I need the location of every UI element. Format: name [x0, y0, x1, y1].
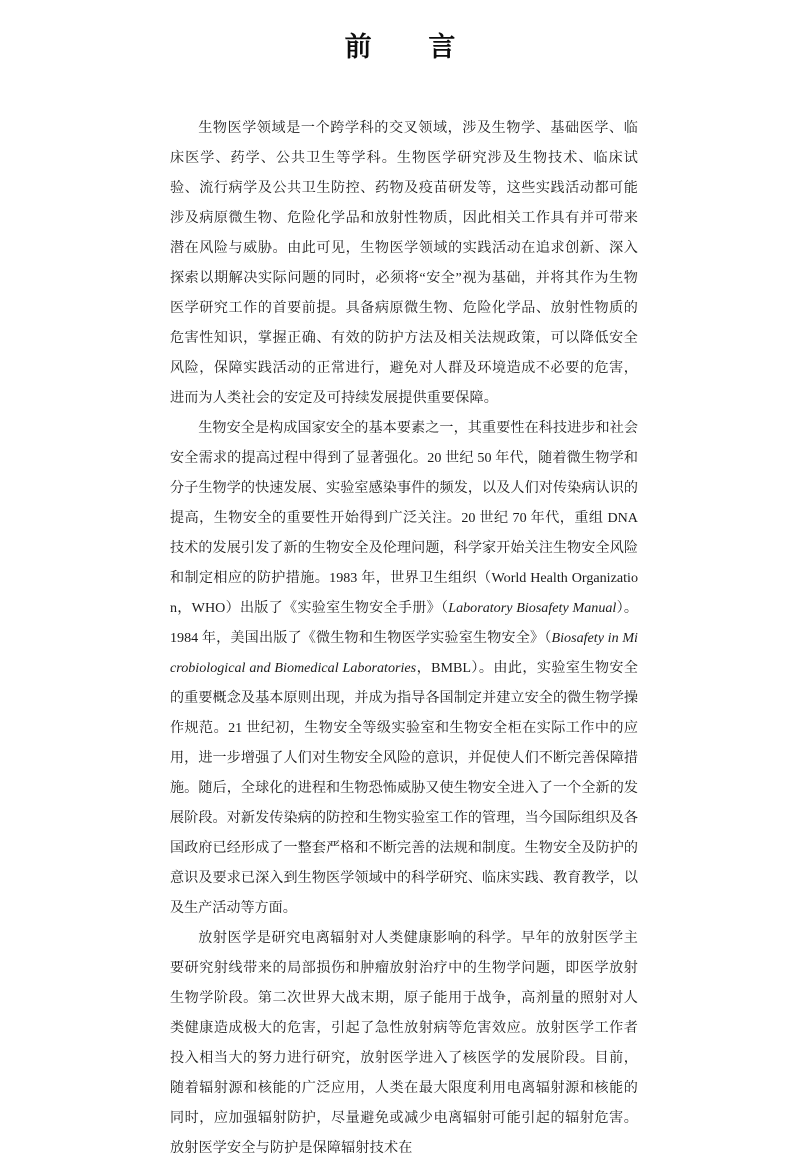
paragraph-2: [170, 413, 638, 923]
paragraph-3: 放射医学是研究电离辐射对人类健康影响的科学。早年的放射医学主要研究射线带来的局部损伤和肿瘤放射治疗中的生物学问题，即医学放射生物学阶段。第二次世界大战末期，原子能用于战争，高剂量的照射对人类健康造成极大的危害，引起了急性放射病等危害效应。放射医学工作者投入相当大的努力进行研究，放射医学进入了核医学的发展阶段。目前，随着辐射源和核能的广泛应用，人类在最大限度利用电离辐射源和核能的同时，应加强辐射防护，尽量避免或减少电离辐射可能引起的辐射危害。放射医学安全与防护是保障辐射技术在: [170, 930, 638, 1156]
paragraph-2-segment-normal-2: ）。1984 年，美国出版了《微生物和生物医学实验室生物安全》（: [170, 600, 638, 646]
paragraph-2-segment-italic-1: Laboratory Biosafety Manual: [448, 600, 617, 616]
body-text-block: [170, 113, 638, 1163]
paragraph-1: 生物医学领域是一个跨学科的交叉领域，涉及生物学、基础医学、临床医学、药学、公共卫生等学科。生物医学研究涉及生物技术、临床试验、流行病学及公共卫生防控、药物及疫苗研发等，这些实践活动都可能涉及病原微生物、危险化学品和放射性物质，因此相关工作具有并可带来潜在风险与威胁。由此可见，生物医学领域的实践活动在追求创新、深入探索以期解决实际问题的同时，必须将“安全”视为基础，并将其作为生物医学研究工作的首要前提。具备病原微生物、危险化学品、放射性物质的危害性知识，掌握正确、有效的防护方法及相关法规政策，可以降低安全风险，保障实践活动的正常进行，避免对人群及环境造成不必要的危害，进而为人类社会的安定及可持续发展提供重要保障。: [170, 120, 638, 406]
paragraph-2-segment-normal-1: 生物安全是构成国家安全的基本要素之一，其重要性在科技进步和社会安全需求的提高过程中得到了显著强化。20 世纪 50 年代，随着微生物学和分子生物学的快速发展、实验室感染事件的频发，以及人们对传染病认识的提高，生物安全的重要性开始得到广泛关注。20 世纪 70 年代，重组 DNA 技术的发展引发了新的生物安全及伦理问题，科学家开始关注生物安全风险和制定相应的防护措施。1983 年，世界卫生组织（World Health Organization，WHO）出版了《实验室生物安全手册》（: [170, 420, 638, 616]
paragraph-2-segment-italic-2: Biosafety in Microbiological and Biomedical Laboratories: [170, 630, 638, 676]
paragraph-2-segment-normal-3: ，BMBL）。由此，实验室生物安全的重要概念及基本原则出现，并成为指导各国制定并建立安全的微生物学操作规范。21 世纪初，生物安全等级实验室和生物安全柜在实际工作中的应用，进一步增强了人们对生物安全风险的意识，并促使人们不断完善保障措施。随后，全球化的进程和生物恐怖威胁又使生物安全进入了一个全新的发展阶段。对新发传染病的防控和生物实验室工作的管理，当今国际组织及各国政府已经形成了一整套严格和不断完善的法规和制度。生物安全及防护的意识及要求已深入到生物医学领域中的科学研究、临床实践、教育教学，以及生产活动等方面。: [170, 660, 638, 916]
page-title: 前 言: [344, 32, 471, 62]
